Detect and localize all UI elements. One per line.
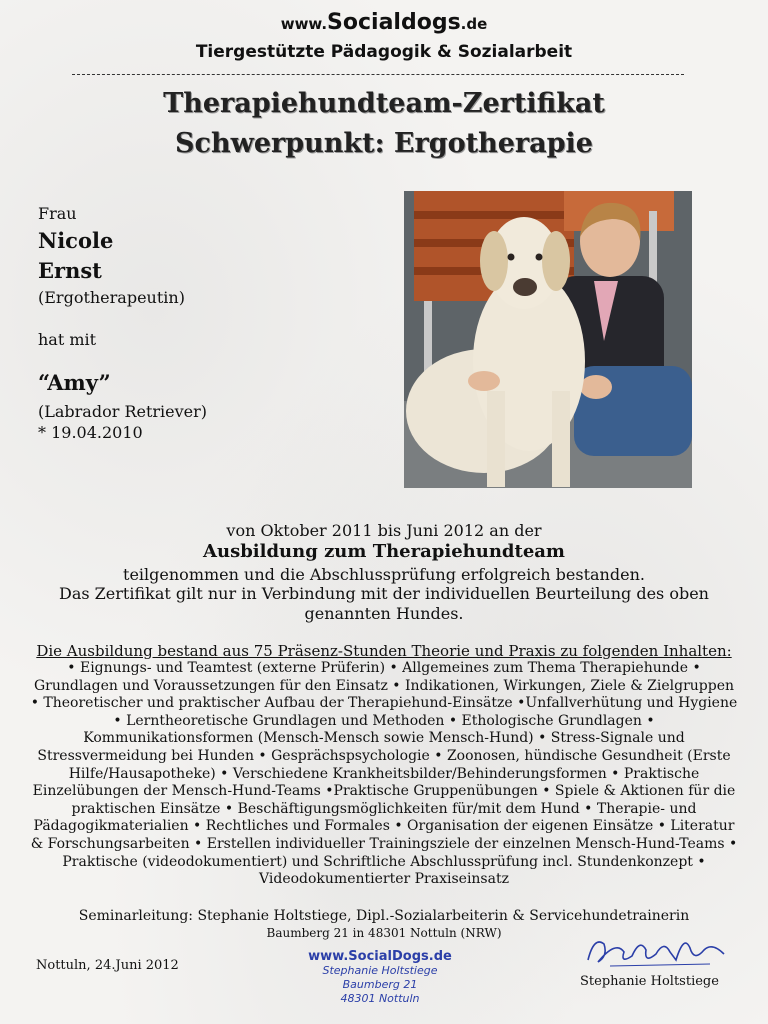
certificate-subtitle: Schwerpunkt: Ergotherapie: [175, 128, 593, 159]
handwritten-signature: [580, 930, 730, 976]
dog-name: “Amy”: [38, 370, 111, 395]
seminar-leader: Seminarleitung: Stephanie Holtstiege, Dipl.-Sozialarbeiterin & Servicehundetrainerin: [78, 908, 690, 924]
place-and-date: Nottuln, 24.Juni 2012: [36, 958, 179, 973]
contents-heading: Die Ausbildung bestand aus 75 Präsenz-Stunden Theorie und Praxis zu folgenden Inhalten:: [36, 642, 732, 660]
stamp-city: 48301 Nottuln: [340, 992, 420, 1005]
organization-subtitle: Tiergestützte Pädagogik & Sozialarbeit: [195, 42, 573, 62]
certificate-title: Therapiehundteam-Zertifikat: [163, 88, 605, 119]
site-prefix: www.: [280, 15, 328, 33]
site-suffix: .de: [460, 15, 488, 33]
site-name: Socialdogs: [327, 10, 461, 35]
team-photo: [404, 191, 692, 488]
training-period: von Oktober 2011 bis Juni 2012 an der: [226, 521, 542, 540]
photo-illustration: [404, 191, 692, 488]
validity-note: Das Zertifikat gilt nur in Verbindung mit der individuellen Beurteilung des oben genannten Hundes.: [59, 584, 709, 623]
stamp-street: Baumberg 21: [342, 978, 418, 991]
stamp-site: www.SocialDogs.de: [308, 949, 452, 964]
seminar-address: Baumberg 21 in 48301 Nottuln (NRW): [266, 926, 502, 940]
last-name: Ernst: [38, 258, 102, 283]
salutation: Frau: [38, 204, 77, 223]
profession: (Ergotherapeutin): [38, 288, 185, 307]
contents-list: • Eignungs- und Teamtest (externe Prüferin) • Allgemeines zum Thema Therapiehunde • Grundlagen und Voraussetzungen für den Einsatz • Indikationen, Wirkungen, Ziele & Zielgruppen • Theoretischer und praktischer Aufbau der Therapiehund-Einsätze •Unfallverhütung und Hygiene • Lerntheoretische Grundlagen und Methoden • Ethologische Grundlagen • Kommunikationsformen (Mensch-Mensch sowie Mensch-Hund) • Stress-Signale und Stressvermeidung bei Hunden • Gesprächspsychologie • Zoonosen, hündische Gesundheit (Erste Hilfe/Hausapotheke) • Verschiedene Krankheitsbilder/Behinderungsformen • Praktische Einzelübungen der Mensch-Hund-Teams •Praktische Gruppenübungen • Spiele & Aktionen für die praktischen Einsätze • Beschäftigungsmöglichkeiten für/mit dem Hund • Therapie- und Pädagogikmaterialien • Rechtliches und Formales • Organisation der eigenen Einsätze • Literatur & Forschungsarbeiten • Erstellen individueller Trainingsziele der einzelnen Mensch-Hund-Teams • Praktische (videodokumentiert) und Schriftliche Abschlussprüfung incl. Stundenkonzept • Videodokumentierter Praxiseinsatz: [30, 660, 738, 888]
header-divider: [72, 74, 684, 75]
signature-scribble: [580, 930, 730, 972]
connector-text: hat mit: [38, 330, 97, 349]
dog-birthdate: * 19.04.2010: [38, 423, 143, 442]
signer-name: Stephanie Holtstiege: [580, 974, 719, 989]
stamp: [300, 950, 460, 1006]
site-url: [0, 10, 768, 35]
first-name: Nicole: [38, 228, 114, 253]
dog-breed: (Labrador Retriever): [38, 402, 208, 421]
course-name: Ausbildung zum Therapiehundteam: [203, 541, 565, 562]
passed-statement: teilgenommen und die Abschlussprüfung erfolgreich bestanden.: [123, 565, 645, 584]
stamp-name: Stephanie Holtstiege: [322, 964, 438, 977]
